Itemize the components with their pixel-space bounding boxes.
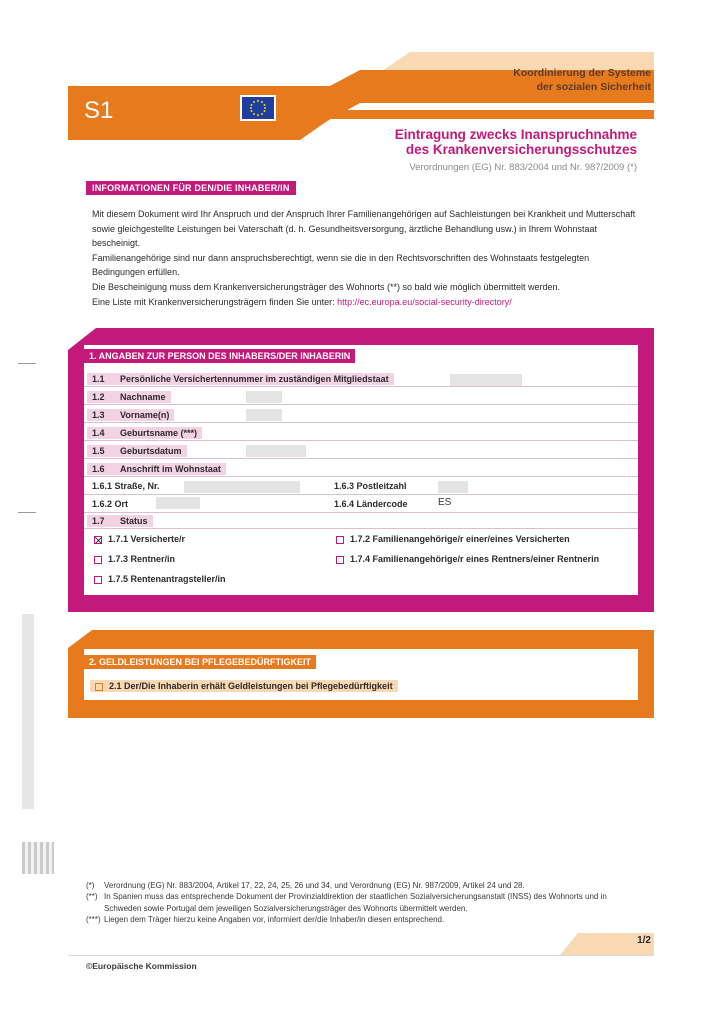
checkbox-2-1[interactable] xyxy=(95,683,103,691)
status-1-7-4[interactable] xyxy=(336,554,599,564)
section2-heading: 2. GELDLEISTUNGEN BEI PFLEGEBEDÜRFTIGKEIT xyxy=(84,655,316,669)
form-code: S1 xyxy=(84,97,114,124)
checkbox-1-7-2[interactable] xyxy=(336,536,344,544)
checkbox-1-7-4[interactable] xyxy=(336,556,344,564)
footnote-2 xyxy=(86,891,646,914)
field-1-2-number: 1.2 xyxy=(92,392,105,402)
info-paragraph-4-text: Eine Liste mit Krankenversicherungsträgern finden Sie unter: xyxy=(92,296,338,307)
status-1-7-4-label: 1.7.4 Familienangehörige/r eines Rentners/einer Rentnerin xyxy=(350,554,600,564)
surname-value[interactable] xyxy=(246,391,282,403)
side-barcode xyxy=(22,614,34,809)
field-1-7-number: 1.7 xyxy=(92,516,105,526)
fold-mark xyxy=(18,363,36,364)
status-1-7-1-label: 1.7.1 Versicherte/r xyxy=(108,534,186,544)
regulation-subtitle: Verordnungen (EG) Nr. 883/2004 und Nr. 987/2009 (*) xyxy=(409,162,637,173)
directory-link[interactable]: http://ec.europa.eu/social-security-directory/ xyxy=(337,296,512,307)
field-1-5-text: Geburtsdatum xyxy=(120,446,182,456)
footnote-1-text: Verordnung (EG) Nr. 883/2004, Artikel 17, 22, 24, 25, 26 und 34, und Verordnung (EG) Nr. 987/2009, Artikel 24 und 28. xyxy=(104,881,525,890)
info-paragraph-1: Mit diesem Dokument wird Ihr Anspruch und der Anspruch Ihrer Familienangehörigen auf Sachleistungen bei Krankheit und Mutterschaft sowie gleichgestellte Leistungen bei Vaterschaft (d. h. Gesundheitsversorgung, ärztliche Behandlung usw.) in Ihrem Wohnstaat bescheinigt. xyxy=(92,209,636,249)
field-1-6-3-label: 1.6.3 Postleitzahl xyxy=(334,481,407,491)
section1-heading: 1. ANGABEN ZUR PERSON DES INHABERS/DER INHABERIN xyxy=(84,349,355,363)
footer-divider xyxy=(68,955,654,956)
field-2-1-label: 2.1 Der/Die Inhaberin erhält Geldleistungen bei Pflegebedürftigkeit xyxy=(109,681,393,691)
field-1-4-number: 1.4 xyxy=(92,428,105,438)
field-1-7-label xyxy=(87,515,153,527)
birth-date-value[interactable] xyxy=(246,445,306,457)
footnote-3-marker: (***) xyxy=(86,915,101,925)
page-number: 1/2 xyxy=(637,935,651,946)
org-name xyxy=(513,66,651,94)
info-text xyxy=(92,207,642,309)
fold-mark xyxy=(18,512,36,513)
field-1-6-number: 1.6 xyxy=(92,464,105,474)
field-1-6-4-label: 1.6.4 Ländercode xyxy=(334,499,408,509)
insurance-number-value[interactable] xyxy=(450,374,522,386)
first-name-value[interactable] xyxy=(246,409,282,421)
status-1-7-5-label: 1.7.5 Rentenantragsteller/in xyxy=(108,574,226,584)
info-paragraph-4 xyxy=(92,295,642,310)
street-value[interactable] xyxy=(184,481,300,493)
field-1-5-number: 1.5 xyxy=(92,446,105,456)
copyright: ©Europäische Kommission xyxy=(86,961,197,971)
postal-code-value[interactable] xyxy=(438,481,468,493)
status-1-7-5[interactable] xyxy=(94,574,226,584)
field-1-4-label xyxy=(87,427,202,439)
field-1-1-number: 1.1 xyxy=(92,374,105,384)
status-1-7-2-label: 1.7.2 Familienangehörige/r einer/eines Versicherten xyxy=(350,534,570,544)
footnote-3-text: Liegen dem Träger hierzu keine Angaben vor, informiert der/die Inhaber/in diesen entsprechend. xyxy=(104,915,445,925)
eu-flag-icon xyxy=(240,95,276,121)
section1-panel xyxy=(84,345,638,595)
org-line-2: der sozialen Sicherheit xyxy=(536,81,651,93)
title-line-1: Eintragung zwecks Inanspruchnahme xyxy=(394,127,637,142)
footnote-1 xyxy=(86,880,646,891)
field-1-1-text: Persönliche Versichertennummer im zuständigen Mitgliedstaat xyxy=(120,374,389,384)
field-2-1[interactable] xyxy=(90,680,398,692)
field-1-4-text: Geburtsname (***) xyxy=(120,428,198,438)
footnote-2-text: In Spanien muss das entsprechende Dokument der Provinzialdirektion der staatlichen Sozialversicherungsanstalt (INSS) des Wohnorts und in Schweden sowie Portugal dem jeweiligen Sozialversicherungsträger des Wohnorts übermittelt werden. xyxy=(104,892,607,913)
status-1-7-1[interactable] xyxy=(94,534,185,544)
field-1-6-label xyxy=(87,463,226,475)
form-title xyxy=(395,127,637,157)
field-1-7-text: Status xyxy=(120,516,148,526)
checkbox-1-7-3[interactable] xyxy=(94,556,102,564)
field-1-3-label xyxy=(87,409,174,421)
info-paragraph-2: Familienangehörige sind nur dann anspruchsberechtigt, wenn sie die in den Rechtsvorschriften des Wohnstaats festgelegten Bedingungen erfüllen. xyxy=(92,252,590,278)
checkbox-1-7-1-checked[interactable] xyxy=(94,536,102,544)
footnotes xyxy=(86,880,646,926)
field-1-6-2-label: 1.6.2 Ort xyxy=(92,499,129,509)
status-1-7-3[interactable] xyxy=(94,554,175,564)
status-1-7-3-label: 1.7.3 Rentner/in xyxy=(108,554,176,564)
city-value[interactable] xyxy=(156,497,200,509)
status-1-7-2[interactable] xyxy=(336,534,570,544)
qr-code-icon xyxy=(22,842,54,874)
field-1-6-1-label: 1.6.1 Straße, Nr. xyxy=(92,481,160,491)
checkbox-1-7-5[interactable] xyxy=(94,576,102,584)
org-line-1: Koordinierung der Systeme xyxy=(513,67,651,79)
info-paragraph-3: Die Bescheinigung muss dem Krankenversicherungsträger des Wohnorts (**) so bald wie möglich übermittelt werden. xyxy=(92,281,561,292)
section2-panel xyxy=(84,649,638,700)
field-1-1-label xyxy=(87,373,394,385)
country-code-value[interactable]: ES xyxy=(438,497,452,508)
field-1-3-number: 1.3 xyxy=(92,410,105,420)
info-heading: INFORMATIONEN FÜR DEN/DIE INHABER/IN xyxy=(86,181,296,195)
field-1-3-text: Vorname(n) xyxy=(120,410,170,420)
field-1-2-text: Nachname xyxy=(120,392,166,402)
footnote-2-marker: (**) xyxy=(86,892,98,902)
footnote-3 xyxy=(86,914,646,925)
footnote-1-marker: (*) xyxy=(86,881,95,890)
field-1-5-label xyxy=(87,445,187,457)
title-line-2: des Krankenversicherungsschutzes xyxy=(405,142,637,157)
field-1-2-label xyxy=(87,391,171,403)
field-1-6-text: Anschrift im Wohnstaat xyxy=(120,464,221,474)
